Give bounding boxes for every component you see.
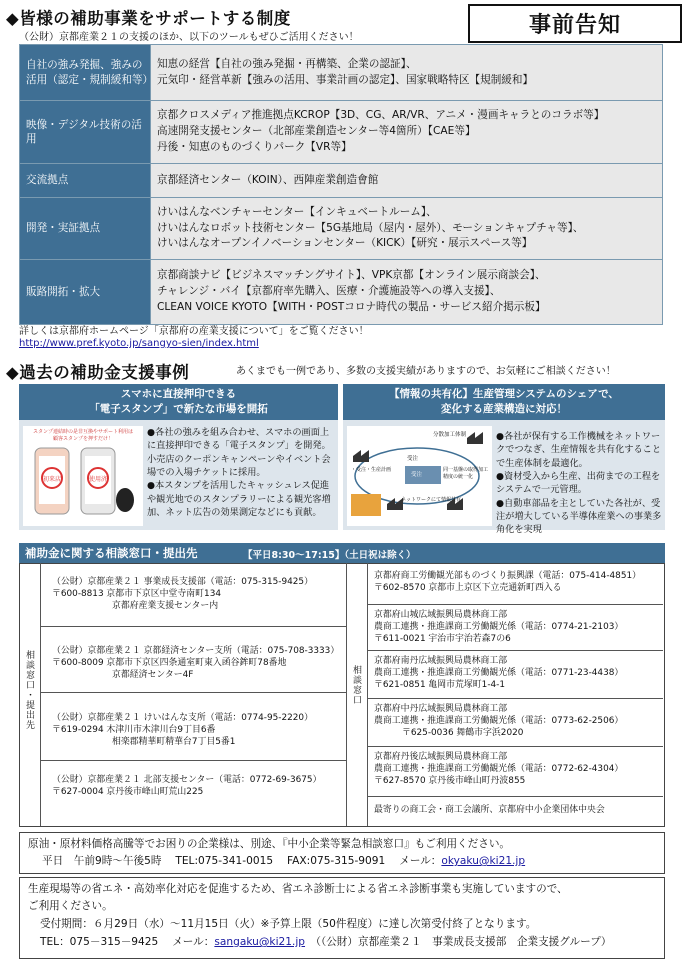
- stamp-image: [23, 426, 143, 526]
- divider: [346, 563, 347, 826]
- office-line: 最寄りの商工会・商工会議所、京都府中小企業団体中央会: [374, 805, 605, 815]
- office-line: （公財）京都産業２１ 京都経済センター支所（電話：075-708-3333）: [52, 646, 340, 656]
- case-left-heading: [19, 384, 338, 420]
- row-content: [151, 260, 663, 325]
- phone2-label: 使用済: [89, 476, 108, 483]
- office-line: （公財）京都産業２１ 事業成長支援部（電話：075-315-9425）: [52, 577, 313, 587]
- notice-badge: 事前告知: [468, 4, 682, 43]
- urgent-line2: [42, 853, 525, 869]
- office-entry: [52, 712, 313, 748]
- cases-note: あくまでも一例であり、多数の支援実績がありますので、お気軽にご相談ください！: [236, 366, 616, 377]
- office-line: 京都府産業支援センター内: [112, 601, 219, 612]
- case-left-body: [147, 426, 335, 519]
- office-entry: [374, 570, 641, 594]
- divider: [367, 650, 663, 651]
- row-line: 元気印・経営革新【強みの活用、事業計画の認定】、国家戦略特区【規制緩和】: [157, 73, 534, 86]
- consult-right-vertical: 相談窓口: [351, 665, 361, 705]
- section-subtitle: （公財）京都産業２１の支援のほか、以下のツールもぜひご活用ください！: [19, 32, 359, 43]
- row-label: 交流拠点: [20, 164, 151, 198]
- office-entry: [52, 774, 321, 798]
- diagram-label: 受注: [407, 456, 419, 462]
- row-content: [151, 164, 663, 198]
- office-entry: [374, 703, 623, 739]
- office-line: 〒600-8813 京都市下京区中堂寺南町134: [52, 589, 221, 600]
- case-right-heading: [343, 384, 665, 420]
- office-line: 〒619-0294 木津川市木津川台9丁目6番: [52, 725, 216, 736]
- office-line: 相楽郡精華町精華台7丁目5番1: [112, 737, 236, 748]
- diagram-label: 分散加工体制: [433, 432, 467, 438]
- case-right-bullet: ●資材受入から生産、出荷までの工程をシステムで一元管理。: [496, 471, 661, 496]
- consult-title: 補助金に関する相談窓口・提出先: [25, 546, 198, 560]
- stamp-image-caption2: 顧客スタンプを押すだけ！: [52, 436, 113, 442]
- row-line: 京都商談ナビ【ビジネスマッチングサイト】、VPK京都【オンライン展示商談会】、: [157, 269, 546, 282]
- case-right-heading-line1: 【情報の共有化】生産管理システムのシェアで、: [389, 387, 619, 400]
- phone1-label: 初来店: [43, 476, 62, 483]
- case-right: [343, 384, 665, 536]
- office-entry: [52, 645, 339, 681]
- office-line: 〒600-8009 京都市下京区四条通室町東入函谷鉾町78番地: [52, 658, 287, 669]
- urgent-contact: 平日 午前9時～午後5時 TEL:075-341-0015 FAX:075-315-9091 メール：: [42, 855, 442, 867]
- urgent-line1: 原油・原材料価格高騰等でお困りの企業様は、別途、『中小企業等緊急相談窓口』もご利用ください。: [28, 838, 511, 850]
- office-line: 京都府丹後広域振興局農林商工部: [374, 752, 508, 762]
- office-line: 京都府南丹広域振興局農林商工部: [374, 656, 508, 666]
- row-line: 丹後・知恵のものづくりパーク【VR等】: [157, 140, 352, 153]
- case-left-heading-line1: スマホに直接押印できる: [120, 387, 237, 400]
- office-line: 京都経済センター4F: [112, 670, 194, 681]
- divider: [367, 698, 663, 699]
- divider: [40, 760, 346, 761]
- consult-hours: 【平日8:30～17:15】（土日祝は除く）: [243, 550, 416, 561]
- table-row: [20, 260, 663, 325]
- office-line: 農商工連携・推進課商工労働観光係（電話：0771-23-4438）: [374, 668, 624, 679]
- urgent-email-link[interactable]: okyaku@ki21.jp: [441, 855, 526, 867]
- row-line: けいはんなロボット技術センター【5G基地局（屋内・屋外）、モーションキャプチャ等】、: [157, 221, 584, 234]
- case-left-bullet: ●本スタンプを活用したキャッシュレス促進や観光地でのスタンプラリーによる観光客増加、ネット広告の効果測定などにも貢献。: [147, 480, 331, 519]
- stamp-image-caption1: スタンプ連結時の是非互換やサポート利用は: [32, 429, 133, 435]
- divider: [40, 563, 41, 826]
- row-line: 高速開発支援センター（北部産業創造センター等4箇所）【CAE等】: [157, 125, 476, 138]
- office-entry: [374, 751, 623, 787]
- diagram-label: 同一基盤の取得加工精度の統一化: [443, 467, 489, 480]
- row-line: CLEAN VOICE KYOTO【WITH・POSTコロナ時代の製品・サービス紹介掲示板】: [157, 300, 546, 313]
- energy-contact: TEL：075－315－9425 メール：: [40, 936, 215, 948]
- diagram-label: ・受注・生産計画: [351, 467, 392, 473]
- office-line: 京都府中丹広域振興局農林商工部: [374, 704, 508, 714]
- row-label: 自社の強み発掘、強みの活用（認定・規制緩和等）: [20, 45, 151, 101]
- energy-email-link[interactable]: sangaku@ki21.jp: [214, 936, 306, 948]
- office-entry: [374, 804, 605, 816]
- divider: [367, 604, 663, 605]
- table-row: [20, 45, 663, 101]
- row-label: 販路開拓・拡大: [20, 260, 151, 325]
- office-line: 農商工連携・推進課商工労働観光係（電話：0773-62-2506）: [374, 716, 624, 727]
- divider: [367, 796, 663, 797]
- row-label: 開発・実証拠点: [20, 198, 151, 260]
- more-info-text: 詳しくは京都府ホームページ「京都府の産業支援について」をご覧ください！: [19, 326, 369, 337]
- support-tools-table: [19, 44, 663, 325]
- office-line: 〒625-0036 舞鶴市字浜2020: [402, 728, 524, 739]
- row-line: 知恵の経営【自社の強み発掘・再構築、企業の認証】、: [157, 57, 417, 70]
- divider: [40, 626, 346, 627]
- section-title-support: ◆皆様の補助事業をサポートする制度: [6, 9, 291, 28]
- office-line: 〒602-8570 京都市上京区下立売通新町西入る: [374, 583, 562, 594]
- case-right-bullet: ●各社が保有する工作機械をネットワークでつなぎ、生産情報を共有化することで生産体制を最適化。: [496, 431, 662, 469]
- case-right-heading-line2: 変化する産業構造に対応！: [441, 403, 567, 415]
- energy-line3: 受付期間：６月29日（水）～11月15日（火）※予算上限（50件程度）に達し次第受付終了となります。: [40, 918, 537, 930]
- energy-line4: [40, 934, 612, 950]
- case-left: [19, 384, 338, 530]
- case-left-bullet: ●各社の強みを組み合わせ、スマホの画面上に直接押印できる「電子スタンプ」を開発。小売店のクーポンキャンペーンやイベント会場での入場チケットに採用。: [147, 427, 331, 479]
- phones-icon: [29, 444, 139, 524]
- section-title-cases: ◆過去の補助金支援事例: [6, 363, 190, 382]
- row-label: 映像・デジタル技術の活用: [20, 101, 151, 164]
- energy-line2: ご利用ください。: [28, 900, 113, 912]
- consult-header: [19, 543, 665, 563]
- table-row: [20, 198, 663, 260]
- office-line: 〒627-0004 京丹後市峰山町荒山225: [52, 787, 204, 798]
- row-line: けいはんなベンチャーセンター【インキュベートルーム】、: [157, 205, 437, 218]
- divider: [367, 563, 368, 826]
- case-right-bullet: ●自動車部品を主としていた各社が、受注が増大している半導体産業への事業多角化を実現: [496, 497, 662, 536]
- row-line: チャレンジ・バイ【京都府率先購入、医療・介護施設等への導入支援】、: [157, 285, 501, 298]
- table-row: [20, 101, 663, 164]
- office-line: （公財）京都産業２１ けいはんな支所（電話：0774-95-2220）: [52, 713, 313, 723]
- row-content: [151, 198, 663, 260]
- case-right-body: [496, 430, 662, 537]
- office-line: 京都府商工労働観光部ものづくり振興課（電話：075-414-4851）: [374, 571, 641, 581]
- urgent-consult-box: [19, 832, 665, 874]
- row-content: [151, 45, 663, 101]
- energy-org: （（公財）京都産業２１ 事業成長支援部 企業支援グループ）: [305, 936, 612, 948]
- office-line: 京都府山城広域振興局農林商工部: [374, 610, 508, 620]
- diagram-label: 受注: [411, 472, 423, 478]
- case-left-heading-line2: 「電子スタンプ」で新たな市場を開拓: [89, 403, 268, 415]
- office-entry: [374, 609, 623, 645]
- office-entry: [52, 576, 313, 612]
- energy-line1: 生産現場等の省エネ・高効率化対応を促進するため、省エネ診断士による省エネ診断事業も実施していますので、: [28, 883, 568, 895]
- energy-diagnosis-box: [19, 877, 665, 959]
- diagram-label: ネットワークにて情報共有: [401, 497, 462, 503]
- divider: [40, 692, 346, 693]
- divider: [367, 746, 663, 747]
- prefecture-link[interactable]: http://www.pref.kyoto.jp/sangyo-sien/index.html: [19, 338, 259, 349]
- office-line: 農商工連携・推進課商工労働観光係（電話：0774-21-2103）: [374, 622, 624, 633]
- office-line: 〒611-0021 宇治市宇治若森7の6: [374, 634, 511, 645]
- office-line: 農商工連携・推進課商工労働観光係（電話：0772-62-4304）: [374, 764, 624, 775]
- row-line: 京都クロスメディア推進拠点KCROP【3D、CG、AR/VR、アニメ・漫画キャラとのコラボ等】: [157, 109, 605, 122]
- row-line: けいはんなオープンイノベーションセンター（KICK）【研究・展示スペース等】: [157, 237, 533, 250]
- table-row: [20, 164, 663, 198]
- office-line: （公財）京都産業２１ 北部支援センター（電話：0772-69-3675）: [52, 775, 322, 785]
- office-entry: [374, 655, 623, 691]
- row-line: 京都経済センター（KOIN）、西陣産業創造會館: [157, 173, 379, 186]
- consult-left-vertical: 相談窓口・提出先: [24, 650, 34, 730]
- office-line: 〒627-8570 京丹後市峰山町丹波855: [374, 776, 526, 787]
- row-content: [151, 101, 663, 164]
- office-line: 〒621-0851 亀岡市荒塚町1-4-1: [374, 680, 506, 691]
- network-diagram: [347, 426, 492, 526]
